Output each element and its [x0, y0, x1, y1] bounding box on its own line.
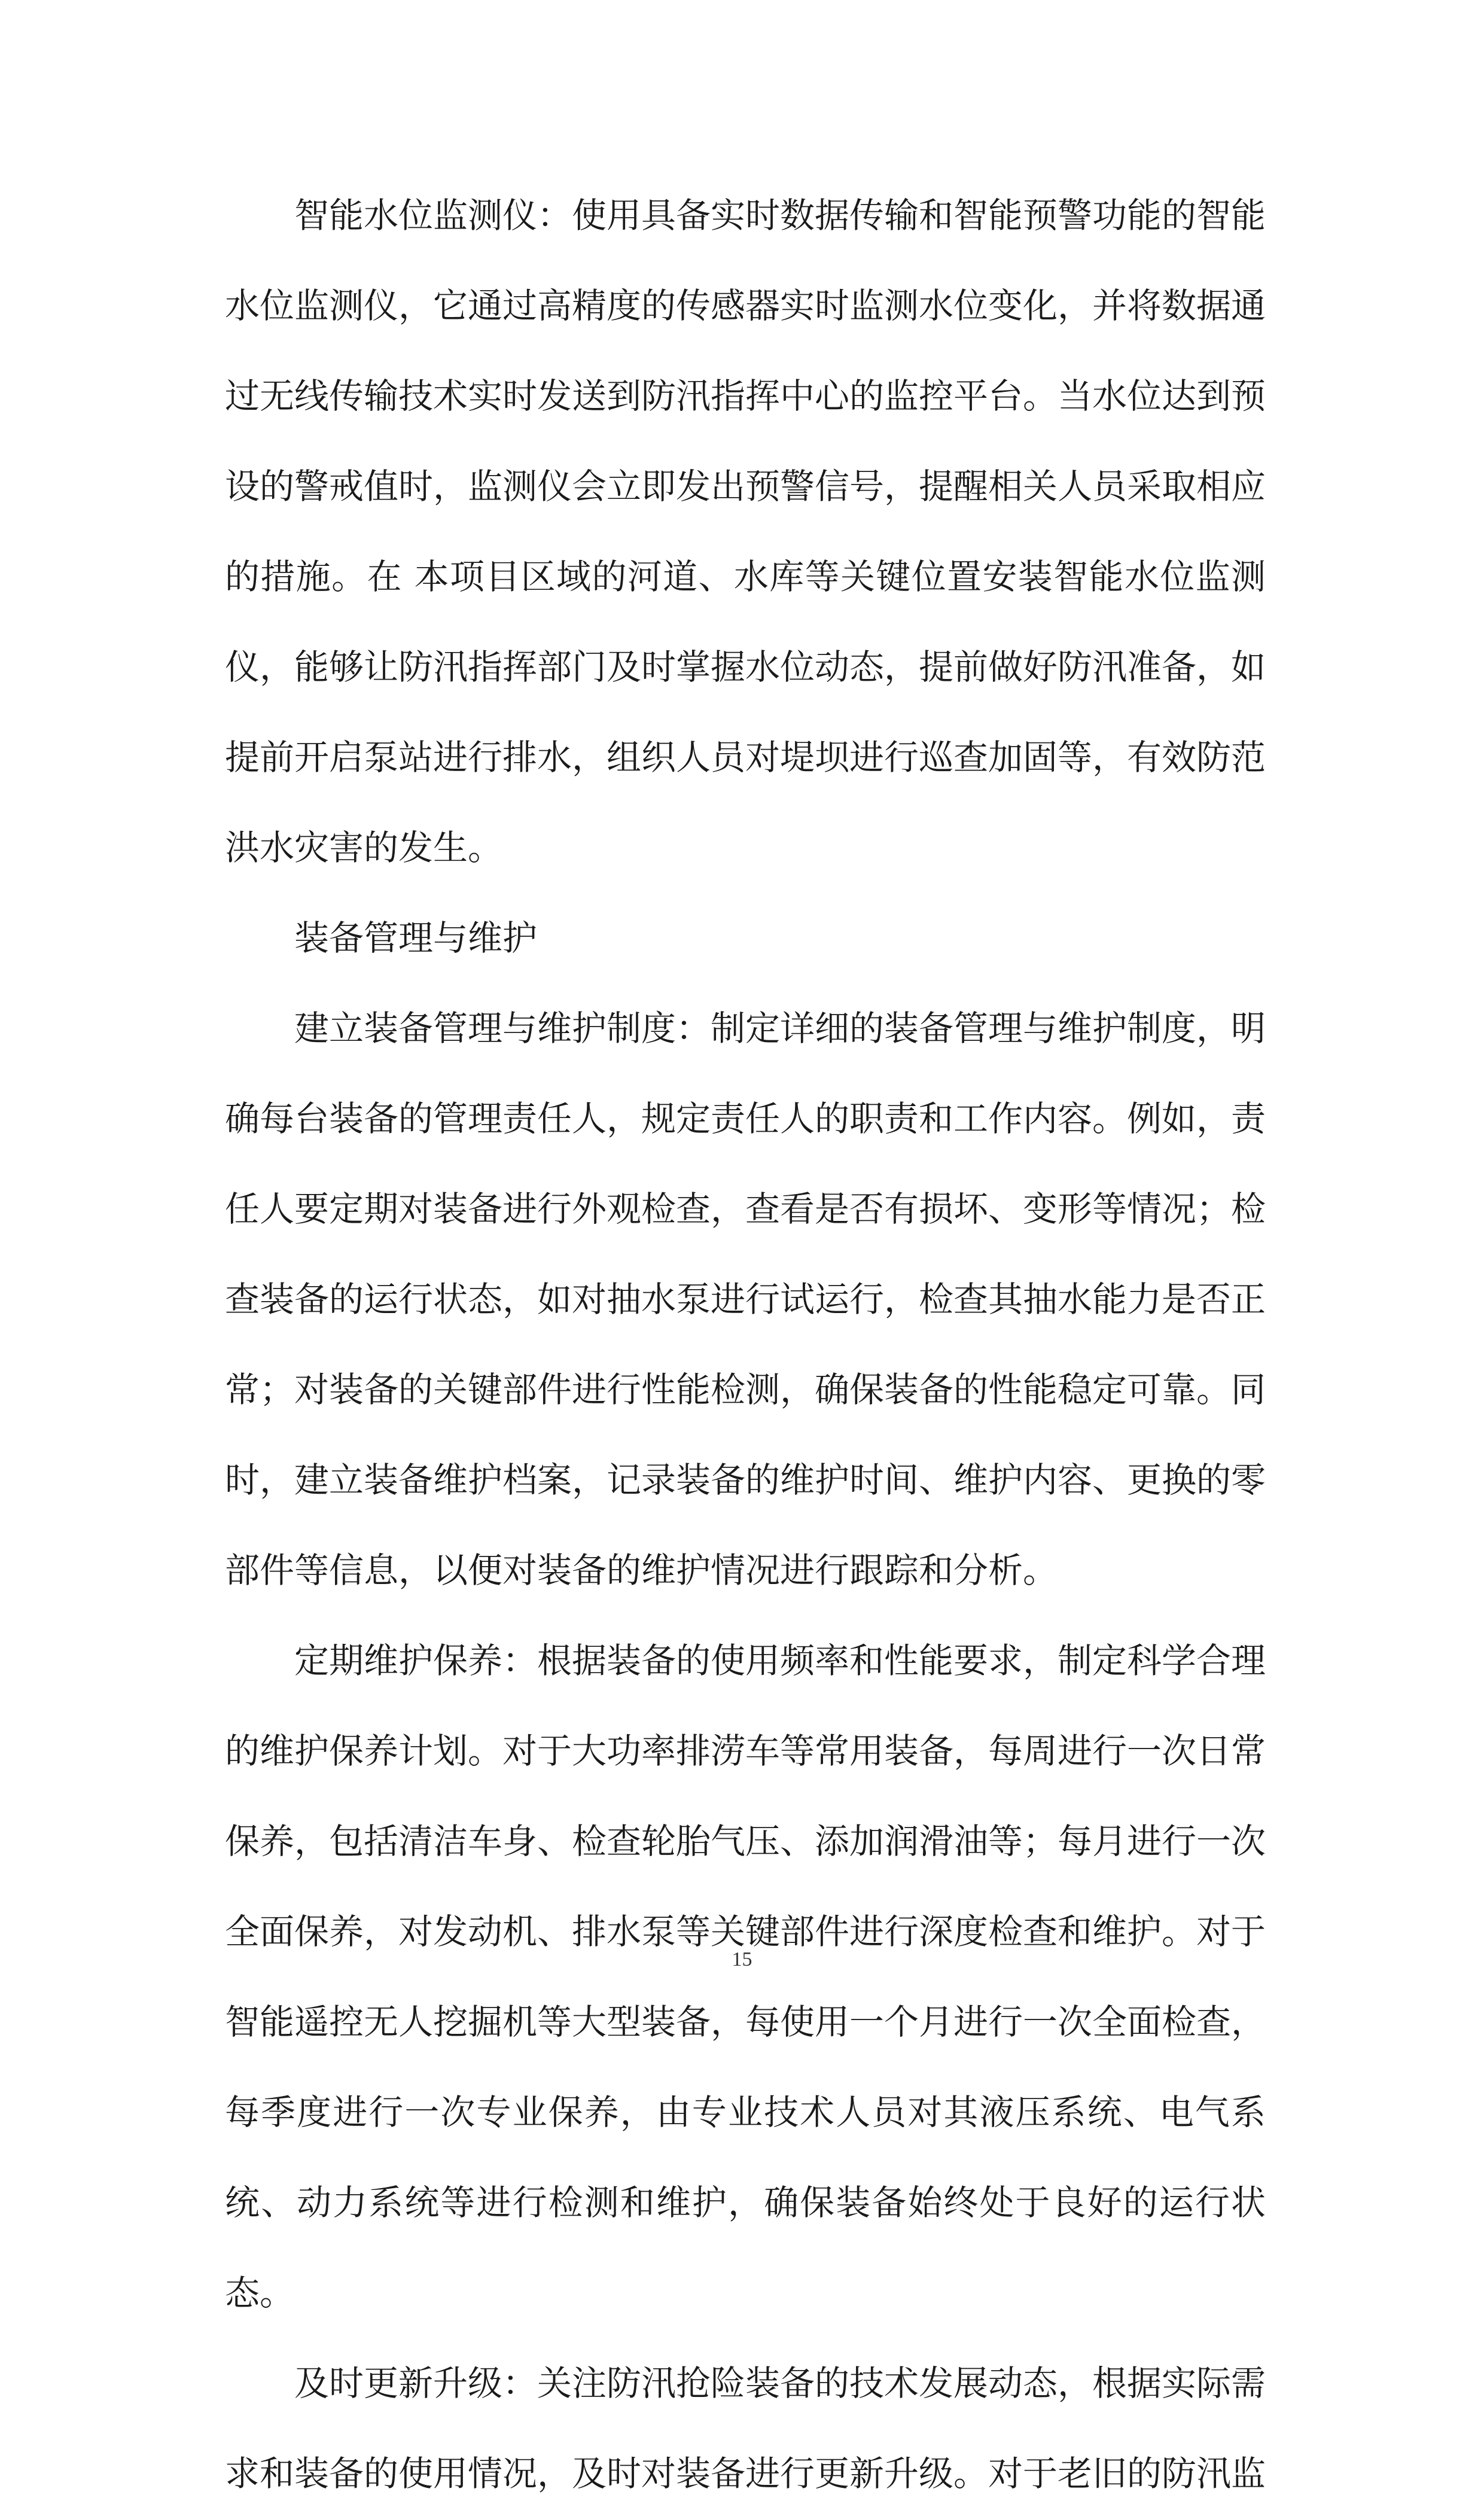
document-body: [225, 170, 1266, 2519]
paragraph-water-level-monitor: 智能水位监测仪：使用具备实时数据传输和智能预警功能的智能水位监测仪，它通过高精度的传感器实时监测水位变化，并将数据通过无线传输技术实时发送到防汛指挥中心的监控平台。当水位达到预设的警戒值时，监测仪会立即发出预警信号，提醒相关人员采取相应的措施。在 本项目区域的河道、水库等关键位置安装智能水位监测仪，能够让防汛指挥部门及时掌握水位动态，提前做好防汛准备，如提前开启泵站进行排水，组织人员对堤坝进行巡查加固等，有效防范洪水灾害的发生。: [225, 195, 1266, 868]
page-number: 15: [732, 1948, 752, 1970]
paragraph-management-system: 建立装备管理与维护制度：制定详细的装备管理与维护制度，明确每台装备的管理责任人，规定责任人的职责和工作内容。例如，责任人要定期对装备进行外观检查，查看是否有损坏、变形等情况；检查装备的运行状态，如对抽水泵进行试运行，检查其抽水能力是否正常；对装备的关键部件进行性能检测，确保装备的性能稳定可靠。同时，建立装备维护档案，记录装备的维护时间、维护内容、更换的零部件等信息，以便对装备的维护情况进行跟踪和分析。: [225, 1008, 1266, 1591]
paragraph-regular-maintenance: 定期维护保养：根据装备的使用频率和性能要求，制定科学合理的维护保养计划。对于大功率排涝车等常用装备，每周进行一次日常保养，包括清洁车身、检查轮胎气压、添加润滑油等；每月进行一次全面保养，对发动机、排水泵等关键部件进行深度检查和维护。对于智能遥控无人挖掘机等大型装备，每使用一个月进行一次全面检查，每季度进行一次专业保养，由专业技术人员对其液压系统、电气系统、动力系统等进行检测和维护，确保装备始终处于良好的运行状态。: [225, 1640, 1266, 2313]
section-heading-equipment-management: 装备管理与维护: [294, 918, 538, 958]
paragraph-timely-upgrade: 及时更新升级：关注防汛抢险装备的技术发展动态，根据实际需求和装备的使用情况，及时对装备进行更新升级。对于老旧的防汛监: [225, 2363, 1266, 2494]
